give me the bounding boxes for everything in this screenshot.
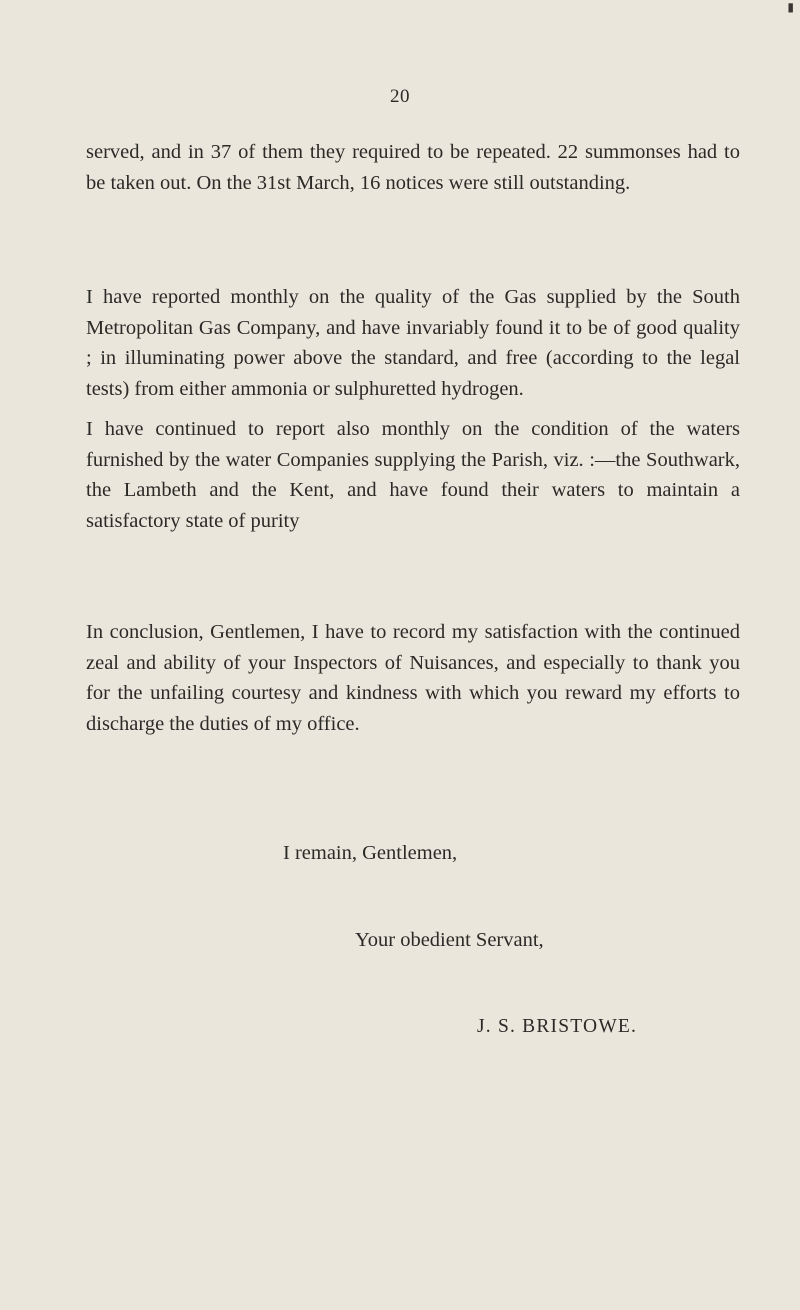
page-number: 20: [390, 86, 410, 107]
closing-servant: Your obedient Servant,: [355, 929, 544, 951]
paragraph-text: In conclusion, Gentlemen, I have to record my satisfaction with the continued zeal and ability of your Inspectors of Nuisances, and especially to thank you for the unfailing courtesy and kindness with which you reward my efforts to discharge the duties of my office.: [86, 621, 740, 735]
signature: J. S. BRISTOWE.: [477, 1016, 638, 1037]
closing-remain: I remain, Gentlemen,: [283, 842, 458, 864]
paragraph-text: I have reported monthly on the quality of the Gas supplied by the South Metropolitan Gas Company, and have invariably found it to be of good quality ; in illuminating power above the standard, and free (according to the legal tests) from either ammonia or sulphuretted hydrogen.: [86, 286, 740, 400]
paragraph-text: served, and in 37 of them they required to be repeated. 22 summonses had to be taken out. On the 31st March, 16 notices were still outstanding.: [86, 141, 740, 194]
paragraph-text: I have continued to report also monthly on the condition of the waters furnished by the water Companies supplying the Parish, viz. :—the Southwark, the Lambeth and the Kent, and have found their waters to maintain a satisfactory state of purity: [86, 418, 740, 532]
paragraph-served: [86, 137, 740, 198]
paragraph-conclusion: [86, 617, 740, 739]
paragraph-water-condition: [86, 414, 740, 536]
paragraph-gas-quality: [86, 282, 740, 404]
corner-mark: ▮: [787, 0, 794, 14]
